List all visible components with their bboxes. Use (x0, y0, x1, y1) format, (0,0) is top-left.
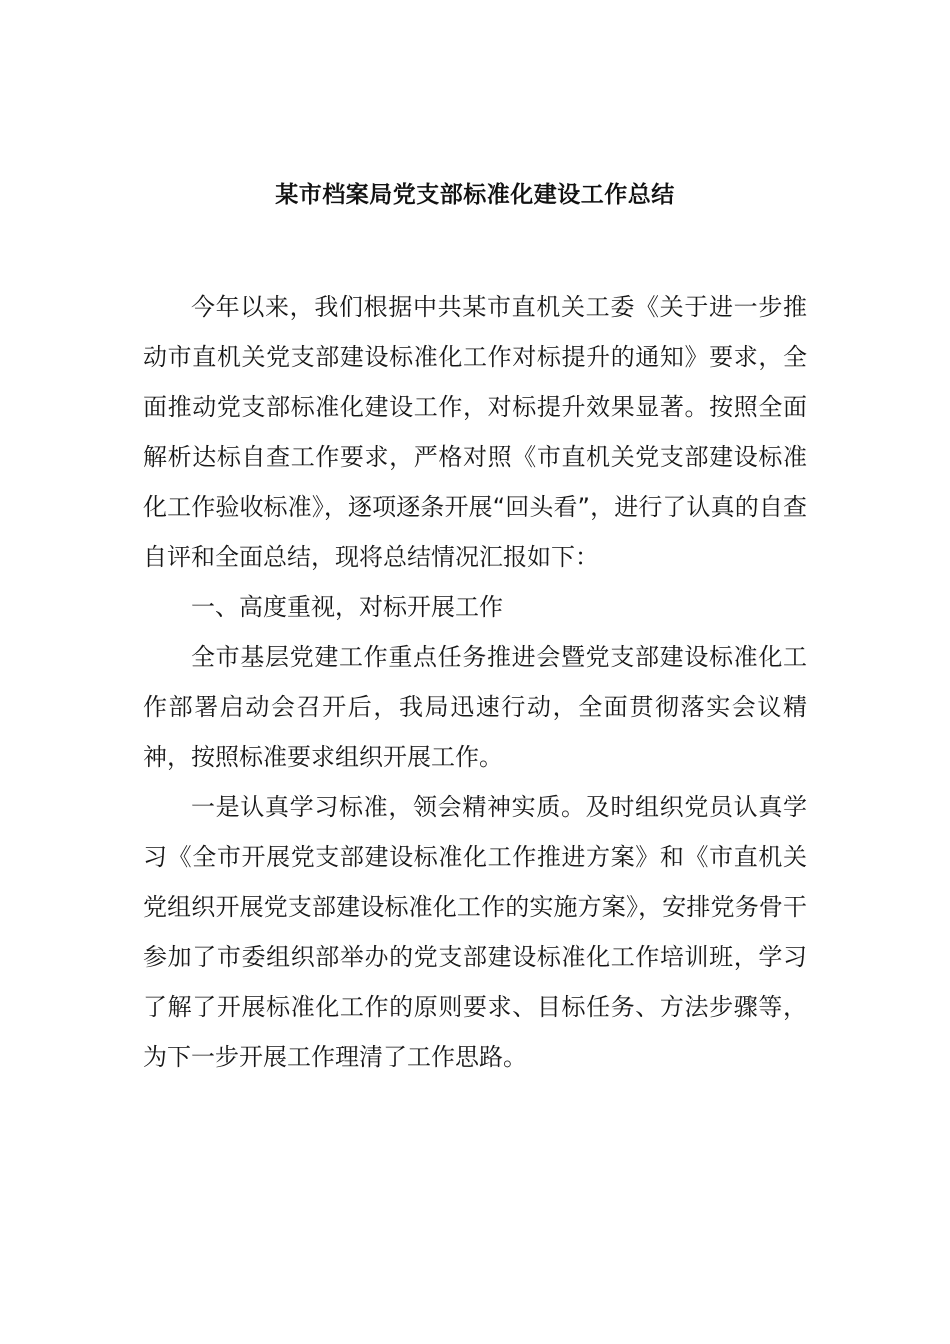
paragraph-intro: 今年以来，我们根据中共某市直机关工委《关于进一步推动市直机关党支部建设标准化工作对标提升的通知》要求，全面推动党支部标准化建设工作，对标提升效果显著。按照全面解析达标自查工作要求，严格对照《市直机关党支部建设标准化工作验收标准》，逐项逐条开展“回头看”，进行了认真的自查自评和全面总结，现将总结情况汇报如下： (143, 293, 807, 571)
section-heading-1: 一、高度重视，对标开展工作 (191, 593, 503, 621)
document-title: 某市档案局党支部标准化建设工作总结 (275, 182, 675, 209)
paragraph-point-1: 一是认真学习标准，领会精神实质。及时组织党员认真学习《全市开展党支部建设标准化工作推进方案》和《市直机关党组织开展党支部建设标准化工作的实施方案》，安排党务骨干参加了市委组织部举办的党支部建设标准化工作培训班，学习了解了开展标准化工作的原则要求、目标任务、方法步骤等，为下一步开展工作理清了工作思路。 (143, 793, 807, 1071)
document-body (143, 282, 807, 1082)
paragraph-section-1: 全市基层党建工作重点任务推进会暨党支部建设标准化工作部署启动会召开后，我局迅速行动，全面贯彻落实会议精神，按照标准要求组织开展工作。 (143, 643, 807, 771)
